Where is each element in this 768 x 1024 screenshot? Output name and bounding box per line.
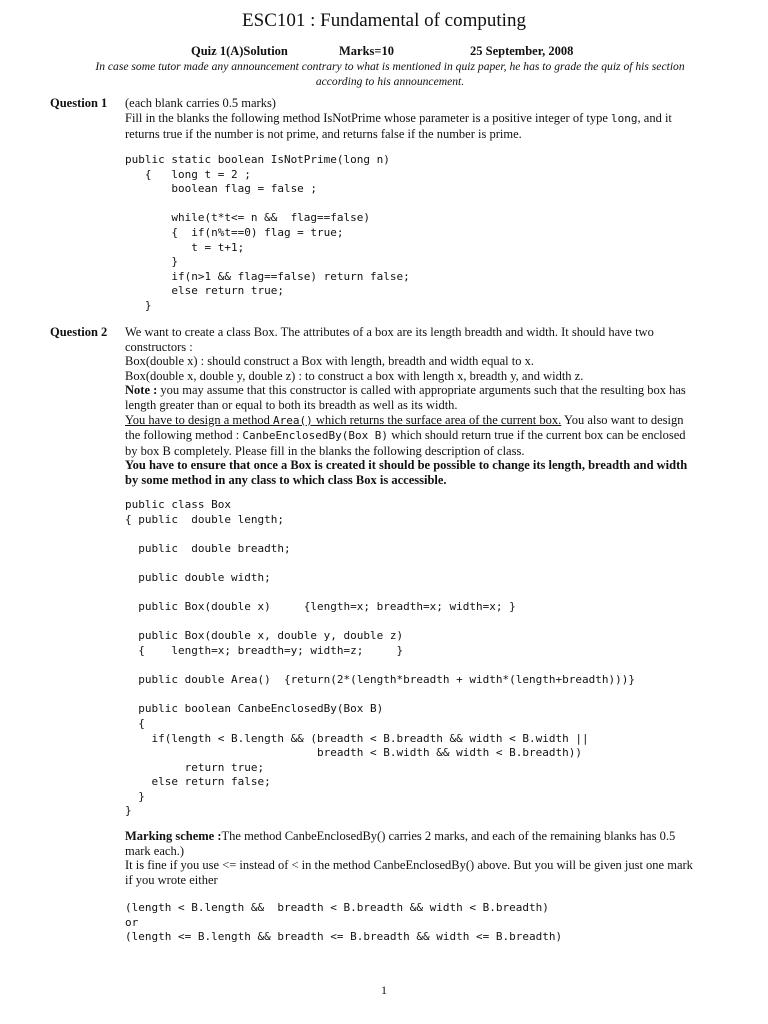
- area-text-a: You have to design a method: [125, 412, 270, 427]
- code-line: public Box(double x) {length=x; breadth=x; width=x; }: [125, 600, 516, 614]
- enclosed-method: CanbeEnclosedBy(Box B): [242, 429, 389, 443]
- enclosed-text-d: which should return true if the current box can be enclosed by box B completely. Please fill in the blanks the following description of class.: [125, 428, 686, 458]
- marking-label: Marking scheme :: [125, 829, 222, 843]
- code-line: public Box(double x, double y, double z): [125, 629, 404, 643]
- code-line: {: [125, 716, 145, 730]
- marks-label: Marks=10: [339, 44, 395, 58]
- code-line: public double Area() {return(2*(length*breadth + width*(length+breadth)))}: [125, 673, 635, 687]
- marking-scheme: [125, 829, 700, 887]
- question-2-text: [125, 325, 700, 488]
- question-2-p1: We want to create a class Box. The attributes of a box are its length breadth and width. It should have two constructors :: [125, 325, 654, 354]
- code-line: breadth < B.width && width < B.breadth)): [125, 746, 582, 760]
- marking-text: The method CanbeEnclosedBy() carries 2 marks, and each of the remaining blanks has 0.5 mark each.): [125, 829, 676, 858]
- code-line: else return true;: [125, 284, 284, 298]
- area-requirement: [125, 413, 561, 427]
- code-line: else return false;: [125, 775, 271, 789]
- code-line: boolean flag = false ;: [125, 182, 318, 196]
- question-1-code: [125, 153, 410, 314]
- area-method: Area(): [273, 413, 313, 427]
- question-1-text-a: Fill in the blanks the following method IsNotPrime whose parameter is a positive integer of type: [125, 111, 608, 125]
- code-line: }: [125, 298, 152, 312]
- question-1-hint: (each blank carries 0.5 marks): [125, 96, 276, 110]
- question-2-label: Question 2: [50, 325, 108, 339]
- area-text-b: which returns the surface area of the current box.: [315, 412, 562, 427]
- question-1-text: [125, 111, 700, 141]
- tutor-note: In case some tutor made any announcement contrary to what is mentioned in quiz paper, he has to grade the quiz of his section according to his announcement.: [95, 60, 685, 88]
- code-line: while(t*t<= n && flag==false): [125, 211, 371, 225]
- note-text: you may assume that this constructor is called with appropriate arguments such that the resulting box has length greater than or equal to both its breadth as well as its width.: [125, 383, 686, 412]
- page-number: 1: [381, 983, 387, 997]
- code-line: public double width;: [125, 570, 271, 584]
- question-2-note: [125, 383, 700, 412]
- code-line: public static boolean IsNotPrime(long n): [125, 153, 390, 166]
- code-line: if(n>1 && flag==false) return false;: [125, 269, 410, 283]
- question-2-p3: Box(double x, double y, double z) : to construct a box with length x, breadth y, and width z.: [125, 368, 584, 383]
- question-2-code: [125, 498, 635, 819]
- marking-text-2: It is fine if you use <= instead of < in the method CanbeEnclosedBy() above. But you will be given just one mark if you wrote either: [125, 858, 693, 887]
- date-label: 25 September, 2008: [470, 44, 574, 58]
- question-2-p2: Box(double x) : should construct a Box with length, breadth and width equal to x.: [125, 354, 534, 369]
- code-line: return true;: [125, 760, 265, 774]
- code-line: { public double length;: [125, 512, 284, 526]
- marking-code: [125, 901, 562, 945]
- marking-scheme-line: [125, 829, 700, 858]
- code-line: public double breadth;: [125, 541, 291, 555]
- page-title: ESC101 : Fundamental of computing: [242, 10, 526, 31]
- question-1-text-b: , and it returns true if the number is not prime, and returns false if the number is prime.: [125, 111, 672, 141]
- question-1-type: long: [611, 112, 638, 125]
- code-line: public class Box: [125, 498, 231, 511]
- code-line: (length <= B.length && breadth <= B.breadth && width <= B.breadth): [125, 930, 563, 944]
- enclosed-text-c: You also want to design the following method :: [125, 412, 684, 443]
- quiz-label: Quiz 1(A)Solution: [191, 44, 288, 58]
- code-line: }: [125, 789, 145, 803]
- code-line: public boolean CanbeEnclosedBy(Box B): [125, 702, 384, 716]
- code-line: }: [125, 255, 178, 269]
- code-line: t = t+1;: [125, 240, 245, 254]
- code-line: (length < B.length && breadth < B.breadth && width < B.breadth): [125, 901, 549, 914]
- code-line: if(length < B.length && (breadth < B.breadth && width < B.width ||: [125, 731, 589, 745]
- question-2-p4: [125, 413, 700, 459]
- code-line: }: [125, 804, 132, 818]
- code-line: { if(n%t==0) flag = true;: [125, 225, 344, 239]
- code-line: or: [125, 915, 139, 929]
- question-2-p5: You have to ensure that once a Box is created it should be possible to change its length, breadth and width by some method in any class to which class Box is accessible.: [125, 458, 688, 487]
- question-1-label: Question 1: [50, 96, 108, 110]
- code-line: { long t = 2 ;: [125, 167, 251, 181]
- note-label: Note :: [125, 383, 158, 398]
- code-line: { length=x; breadth=y; width=z; }: [125, 643, 404, 657]
